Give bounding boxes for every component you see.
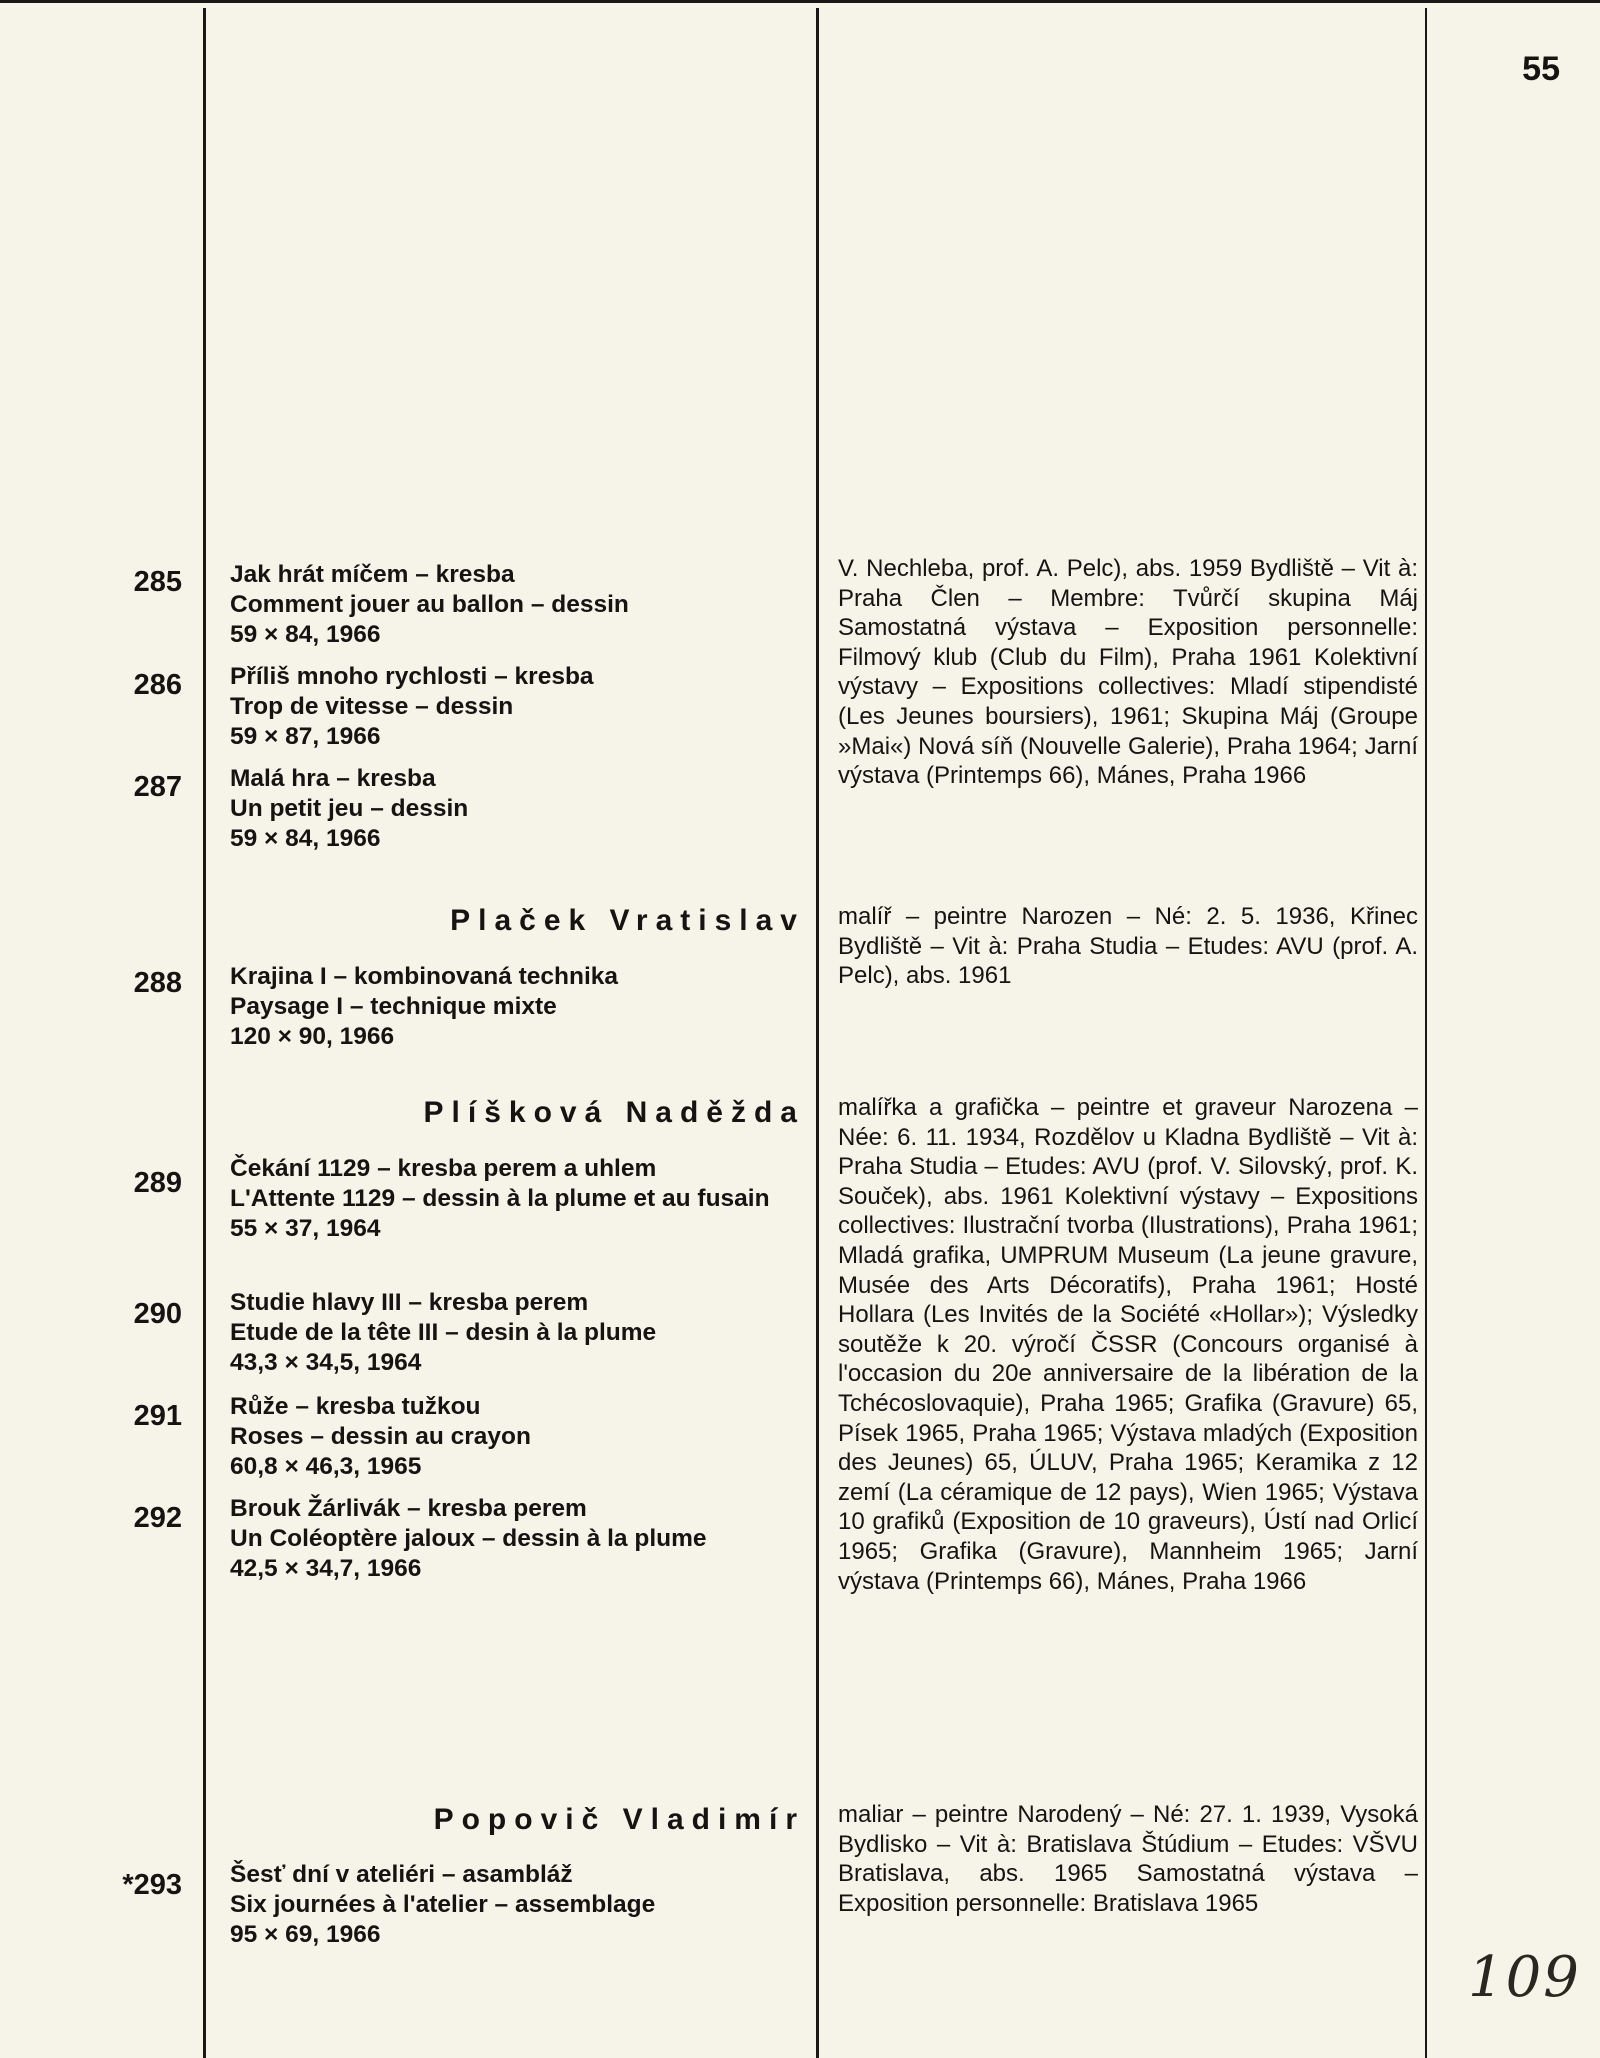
artwork-entry — [230, 662, 812, 752]
artwork-title-fr: Comment jouer au ballon – dessin — [230, 591, 629, 618]
artwork-title-cz: Růže – kresba tužkou — [230, 1393, 481, 1420]
artist-bio: maliar – peintre Narodený – Né: 27. 1. 1939, Vysoká Bydlisko – Vit à: Bratislava Štúdium – Etudes: VŠVU Bratislava, abs. 1965 Samostatná výstava – Exposition personnelle: Bratislava 1965 — [838, 1801, 1418, 1917]
artwork-dimensions: 43,3 × 34,5, 1964 — [230, 1349, 422, 1376]
artwork-dimensions: 120 × 90, 1966 — [230, 1023, 395, 1050]
artwork-title-cz: Studie hlavy III – kresba perem — [230, 1289, 589, 1316]
artwork-dimensions: 60,8 × 46,3, 1965 — [230, 1453, 422, 1480]
artwork-title-cz: Brouk Žárlivák – kresba perem — [230, 1495, 587, 1522]
artwork-title-fr: Etude de la tête III – desin à la plume — [230, 1319, 657, 1346]
entry-number: 292 — [133, 1502, 182, 1534]
artwork-dimensions: 59 × 84, 1966 — [230, 621, 381, 648]
artwork-title-fr: Trop de vitesse – dessin — [230, 693, 514, 720]
artwork-title-fr: Un petit jeu – dessin — [230, 795, 469, 822]
artwork-title-fr: Six journées à l'atelier – assemblage — [230, 1891, 656, 1918]
artwork-title-fr: Un Coléoptère jaloux – dessin à la plume — [230, 1525, 707, 1552]
artwork-title-cz: Jak hrát míčem – kresba — [230, 561, 515, 588]
artist-name: Plaček Vratislav — [450, 904, 805, 937]
handwritten-note: 109 — [1468, 1945, 1581, 2010]
column-rule-right — [1425, 8, 1427, 2058]
column-rule-middle — [816, 8, 819, 2058]
artwork-entry — [230, 1392, 812, 1482]
artwork-entry — [230, 962, 812, 1052]
artwork-entry — [230, 1154, 812, 1244]
artwork-title-cz: Malá hra – kresba — [230, 765, 436, 792]
entry-number: 290 — [133, 1298, 182, 1330]
artwork-entry — [230, 1860, 812, 1950]
artwork-title-cz: Příliš mnoho rychlosti – kresba — [230, 663, 594, 690]
page-number: 55 — [1522, 50, 1560, 88]
artwork-title-fr: Roses – dessin au crayon — [230, 1423, 531, 1450]
artist-name: Popovič Vladimír — [433, 1803, 805, 1836]
artwork-entry — [230, 1494, 812, 1584]
artwork-title-cz: Šesť dní v ateliéri – asambláž — [230, 1861, 573, 1888]
artwork-dimensions: 42,5 × 34,7, 1966 — [230, 1555, 422, 1582]
artwork-title-cz: Krajina I – kombinovaná technika — [230, 963, 619, 990]
artwork-title-fr: Paysage I – technique mixte — [230, 993, 557, 1020]
entry-number: 289 — [133, 1167, 182, 1199]
artwork-dimensions: 59 × 84, 1966 — [230, 825, 381, 852]
artwork-dimensions: 59 × 87, 1966 — [230, 723, 381, 750]
artist-bio: malíř – peintre Narozen – Né: 2. 5. 1936, Křinec Bydliště – Vit à: Praha Studia – Etudes: AVU (prof. A. Pelc), abs. 1961 — [838, 903, 1418, 990]
artwork-title-fr: L'Attente 1129 – dessin à la plume et au fusain — [230, 1185, 770, 1212]
artwork-entry — [230, 560, 812, 650]
artist-name: Plíšková Naděžda — [423, 1096, 805, 1129]
entry-number: 286 — [133, 669, 182, 701]
top-border — [0, 0, 1600, 3]
entry-number: 288 — [133, 967, 182, 999]
artist-bio: malířka a grafička – peintre et graveur Narozena – Née: 6. 11. 1934, Rozdělov u Kladna Bydliště – Vit à: Praha Studia – Etudes: AVU (prof. V. Silovský, prof. K. Souček), abs. 1961 Kolektivní výstavy – Expositions collectives: Ilustrační tvorba (Ilustrations), Praha 1961; Mladá grafika, UMPRUM Museum (La jeune gravure, Musée des Arts Décoratifs), Praha 1961; Hosté Hollara (Les Invités de la Société «Hollar»); Výsledky soutěže k 20. výročí ČSSR (Concours organisé à l'occasion du 20e anniversaire de la libération de la Tchécoslovaquie), Praha 1965; Grafika (Gravure) 65, Písek 1965, Praha 1965; Výstava mladých (Exposition des Jeunes) 65, ÚLUV, Praha 1965; Keramika z 12 zemí (La céramique de 12 pays), Wien 1965; Výstava 10 grafiků (Exposition de 10 graveurs), Ústí nad Orlicí 1965; Grafika (Gravure), Mannheim 1965; Jarní výstava (Printemps 66), Mánes, Praha 1966 — [838, 1094, 1418, 1595]
artist-bio-continued: V. Nechleba, prof. A. Pelc), abs. 1959 Bydliště – Vit à: Praha Člen – Membre: Tvůrčí skupina Máj Samostatná výstava – Exposition personnelle: Filmový klub (Club du Film), Praha 1961 Kolektivní výstavy – Expositions collectives: Mladí stipendisté (Les Jeunes boursiers), 1961; Skupina Máj (Groupe »Mai«) Nová síň (Nouvelle Galerie), Praha 1964; Jarní výstava (Printemps 66), Mánes, Praha 1966 — [838, 555, 1418, 790]
entry-number: 287 — [133, 771, 182, 803]
entry-number: *293 — [122, 1869, 182, 1901]
entry-number: 285 — [133, 566, 182, 598]
artwork-dimensions: 95 × 69, 1966 — [230, 1921, 381, 1948]
artwork-dimensions: 55 × 37, 1964 — [230, 1215, 381, 1242]
artwork-entry — [230, 764, 812, 854]
artwork-entry — [230, 1288, 812, 1378]
column-rule-left — [203, 8, 206, 2058]
entry-number: 291 — [133, 1400, 182, 1432]
artwork-title-cz: Čekání 1129 – kresba perem a uhlem — [230, 1155, 657, 1182]
